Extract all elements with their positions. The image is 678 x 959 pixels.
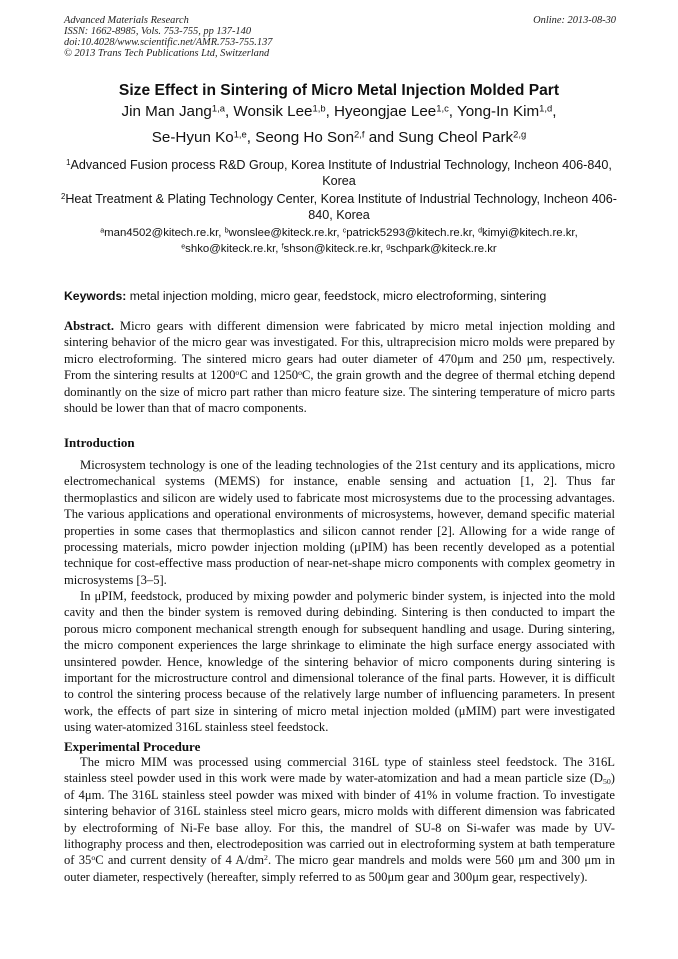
degree-mark: o [235,368,240,378]
introduction-paragraph-1: Microsystem technology is one of the leading technologies of the 21st century and its applications, micro electromechanical systems (MEMS) for instance, enable sensing and actuation [1, 2]. Thus far thermoplastics and silicon are widely used to fabricate most microsystems due to the processing advantages. The various applications and operational environments of microsystems, however, demand specific material properties in some cases that thermoplastics and silicon cannot render [2]. Allowing for a wide range of processing materials, micro powder injection molding (μPIM) has been recently developed as a potential technique for cost-effective mass production of near-net-shape micro components with complex geometry in microsystems [3–5]. [64,458,615,587]
copyright-line: © 2013 Trans Tech Publications Ltd, Switzerland [64,48,270,59]
introduction-paragraph-2: In μPIM, feedstock, produced by mixing powder and polymeric binder system, is injected into the mold cavity and then the binder system is removed during debinding. Sintering is then conducted to impart the porous micro component mechanical strength enough for subsequent handling and usage. During sintering, the micro component experiences the large shrinkage to eliminate the high surface energy associated with unsintered powder. Hence, knowledge of the sintering behavior of micro components during sintering is important for the microstructure control and dimensional tolerance of the final parts. However, it is difficult to control the sintering process because of the relatively large number of influencing parameters. In present work, the effects of part size in sintering of micro metal injection molded (μMIM) part were investigated using water-atomized 316L stainless steel feedstock. [64,589,615,735]
email-link[interactable]: shko@kiteck.re.kr [185,243,276,255]
abstract-label: Abstract. [64,319,115,333]
keywords [64,288,624,304]
email-link[interactable]: shson@kiteck.re.kr [283,243,380,255]
author-affiliation-mark: 1,b [312,102,326,114]
degree-mark: o [91,853,96,863]
author-name: Wonsik Lee [233,103,313,120]
doi-line: doi:10.4028/www.scientific.net/AMR.753-755.137 [64,37,273,48]
keywords-text: metal injection molding, micro gear, feedstock, micro electroforming, sintering [129,289,547,303]
email-key: b [224,227,229,235]
email-key: d [478,227,483,235]
author-name: Jin Man Jang [121,103,212,120]
experimental-text: . The micro gear mandrels and molds were 560 μm and 300 μm in outer diameter, respectively (hereafter, simply referred to as 500μm gear and 300μm gear, respectively). [64,853,616,884]
email-key: f [281,243,284,251]
affiliation-1 [60,158,618,189]
email-line-1: $^a$man4502@kitech.re.kr, $^b$wonslee@kiteck.re.kr, $^c$patrick5293@kitech.re.kr, $^d$kimyi@kitech.re.kr, [100,227,578,239]
email-key: e [181,243,186,251]
experimental-text: The micro MIM was processed using commercial 316L type of stainless steel feedstock. The 316L stainless steel powder used in this work were made by water-atomization and had a mean particle size (D [64,755,615,786]
author-name: Yong-In Kim [456,103,540,120]
experimental-paragraph-1 [64,754,615,885]
email-link[interactable]: schpark@kiteck.re.kr [390,243,497,255]
section-heading-introduction: Introduction [64,435,135,450]
author-name: Sung Cheol Park [398,129,514,146]
experimental-text: C and current density of 4 A/dm [95,853,265,868]
email-key: c [342,227,347,235]
degree-mark: o [298,368,302,378]
issn-line: ISSN: 1662-8985, Vols. 753-755, pp 137-140 [64,26,252,37]
author-affiliation-mark: 1,e [233,128,247,140]
author-line-2: Se-Hyun Ko$^{1,e}$, Seong Ho Son$^{2,f}$ and Sung Cheol Park$^{2,g}$ [151,128,527,146]
affiliation-number: 1 [66,158,71,168]
email-key: a [100,227,105,235]
journal-header [64,15,272,59]
affiliation-text: Heat Treatment & Plating Technology Center, Korea Institute of Industrial Technology, Incheon 406-840, Korea [65,192,617,222]
online-date: Online: 2013-08-30 [533,15,616,26]
author-affiliation-mark: 1,a [211,102,225,114]
email-link[interactable]: kimyi@kitech.re.kr [482,227,575,239]
journal-name: Advanced Materials Research [64,15,189,26]
affiliation-2 [60,192,618,223]
subscript: 50 [603,777,611,787]
abstract-text: C and 1250 [239,368,299,383]
author-name: Seong Ho Son [255,129,355,146]
abstract-text: C, the grain growth and the degree of thermal etching depend dominantly on the size of micro part rather than micro feature size. The sintering temperature of micro parts should be lower than that of macro components. [64,368,615,416]
author-line-1: Jin Man Jang$^{1,a}$, Wonsik Lee$^{1,b}$, Hyeongjae Lee$^{1,c}$, Yong-In Kim$^{1,d}$, [121,102,557,120]
email-line-2: $^e$shko@kiteck.re.kr, $^f$shson@kiteck.re.kr, $^g$schpark@kiteck.re.kr [181,243,497,255]
author-affiliation-mark: 2,g [513,128,527,140]
author-connector: and [368,129,395,146]
paper-title: Size Effect in Sintering of Micro Metal Injection Molded Part [118,82,560,99]
keywords-label: Keywords: [64,289,127,303]
email-link[interactable]: patrick5293@kitech.re.kr [346,227,472,239]
abstract [64,318,615,416]
affiliation-number: 2 [60,192,66,202]
email-link[interactable]: man4502@kitech.re.kr [104,227,219,239]
affiliation-text: Advanced Fusion process R&D Group, Korea Institute of Industrial Technology, Incheon 406-840, Korea [70,158,612,188]
superscript: 2 [264,853,268,863]
author-affiliation-mark: 1,c [436,102,449,114]
author-affiliation-mark: 1,d [539,102,553,114]
author-name: Se-Hyun Ko [151,129,234,146]
email-link[interactable]: wonslee@kiteck.re.kr [228,227,337,239]
section-heading-experimental: Experimental Procedure [64,739,201,754]
author-name: Hyeongjae Lee [334,103,437,120]
abstract-text: Micro gears with different dimension were fabricated by micro metal injection molding and sintering behavior of the micro gear was investigated. For this, ultraprecision micro molds were prepared by micro electroforming. The sintered micro gears had outer diameter of 470μm and 250 μm, respectively. From the sintering results at 1200 [64,319,615,383]
experimental-text: ) of 4μm. The 316L stainless steel powder was mixed with binder of 41% in volume fraction. To investigate sintering behavior of 316L stainless steel micro gears, micro molds with different dimension was fabricated by electroforming of Ni-Fe base alloy. For this, the mandrel of SU-8 on Si-wafer was made by UV-lithography process and then, electrodeposition was carried out in electroforming system at bath temperature of 35 [64,771,615,868]
author-affiliation-mark: 2,f [354,128,365,140]
email-key: g [386,243,391,251]
